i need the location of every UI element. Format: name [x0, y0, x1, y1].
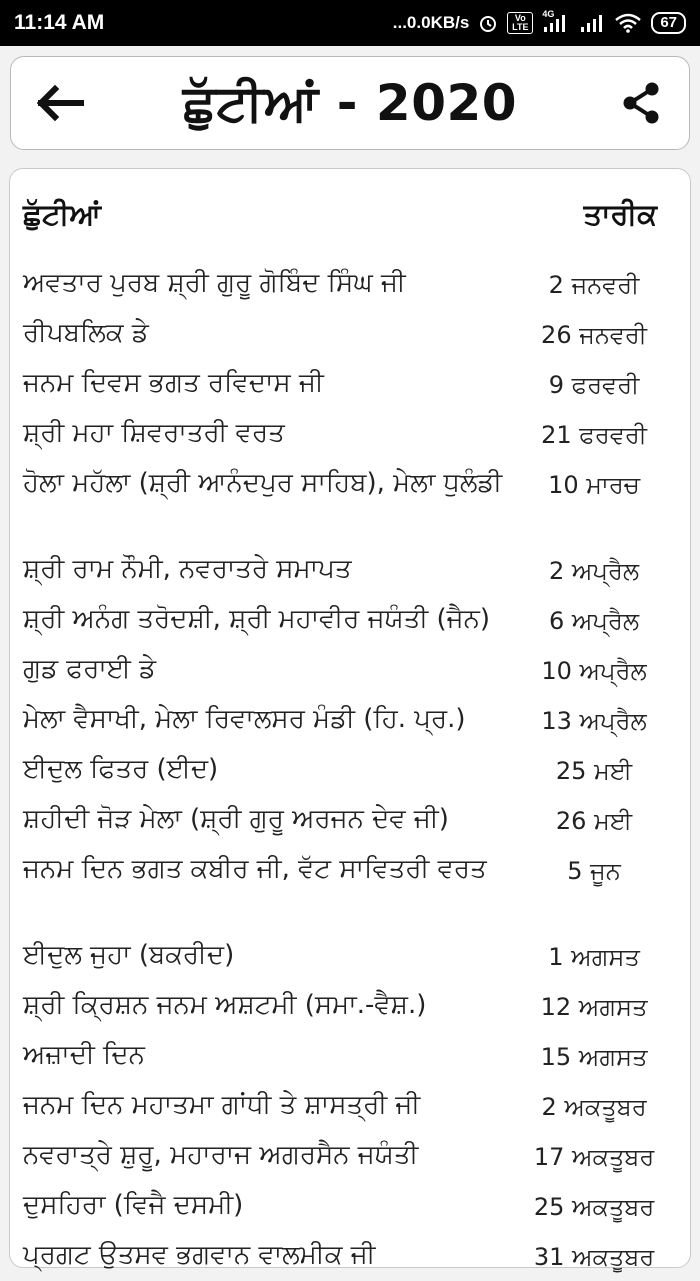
table-row — [23, 745, 677, 795]
holiday-name: ਈਦੁਲ ਫਿਤਰ (ਈਦ) — [23, 754, 219, 784]
holiday-date: 10 ਮਾਰਚ — [548, 471, 640, 499]
network-speed: ...0.0KB/s — [392, 13, 470, 32]
holiday-date: 1 ਅਗਸਤ — [548, 943, 640, 971]
holiday-date: 10 ਅਪ੍ਰੈਲ — [541, 657, 647, 685]
signal-icon — [579, 13, 605, 33]
holiday-name: ਜਨਮ ਦਿਨ ਮਹਾਤਮਾ ਗਾਂਧੀ ਤੇ ਸ਼ਾਸਤ੍ਰੀ ਜੀ — [23, 1090, 421, 1120]
holiday-name: ਜਨਮ ਦਿਵਸ ਭਗਤ ਰਵਿਦਾਸ ਜੀ — [23, 368, 324, 398]
table-row — [23, 545, 677, 595]
holiday-name: ਦੁਸਹਿਰਾ (ਵਿਜੈ ਦਸਮੀ) — [23, 1190, 244, 1220]
wifi-icon — [614, 13, 642, 33]
holiday-date: 6 ਅਪ੍ਰੈਲ — [548, 607, 640, 635]
holiday-date: 17 ਅਕਤੂਬਰ — [533, 1143, 655, 1171]
signal-4g-icon — [542, 9, 570, 33]
column-header-holiday: ਛੁੱਟੀਆਂ — [23, 196, 101, 231]
holiday-name: ਨਵਰਾਤ੍ਰੇ ਸ਼ੁਰੂ, ਮਹਾਰਾਜ ਅਗਰਸੈਨ ਜਯੰਤੀ — [23, 1140, 419, 1170]
holidays-card — [9, 168, 691, 1271]
table-row — [23, 1231, 677, 1281]
column-header-date: ਤਾਰੀਕ — [583, 196, 657, 231]
back-button[interactable] — [31, 75, 87, 131]
table-row — [23, 981, 677, 1031]
status-time: 11:14 AM — [14, 11, 105, 34]
table-row — [23, 409, 677, 459]
holiday-name: ਸ਼੍ਰੀ ਮਹਾ ਸ਼ਿਵਰਾਤਰੀ ਵਰਤ — [23, 418, 285, 448]
holiday-name: ਈਦੁਲ ਜੁਹਾ (ਬਕਰੀਦ) — [23, 940, 235, 970]
table-row — [23, 1031, 677, 1081]
holiday-date: 26 ਮਈ — [555, 807, 633, 835]
table-row — [23, 1081, 677, 1131]
holiday-name: ਸ਼੍ਰੀ ਰਾਮ ਨੌਮੀ, ਨਵਰਾਤਰੇ ਸਮਾਪਤ — [23, 554, 352, 584]
status-bar — [0, 0, 700, 46]
holiday-date: 26 ਜਨਵਰੀ — [541, 321, 648, 349]
table-row — [23, 795, 677, 845]
status-icons — [392, 9, 686, 34]
network-type: 4G — [542, 9, 555, 19]
table-row — [23, 695, 677, 745]
holiday-date: 31 ਅਕਤੂਬਰ — [533, 1243, 655, 1271]
holiday-list — [10, 259, 690, 1281]
alarm-icon — [478, 13, 498, 33]
holiday-name: ਹੋਲਾ ਮਹੱਲਾ (ਸ਼੍ਰੀ ਆਨੰਦਪੁਰ ਸਾਹਿਬ), ਮੇਲਾ ਧੁਲੰਡੀ — [23, 468, 503, 498]
table-row — [23, 645, 677, 695]
table-header — [10, 169, 690, 259]
holiday-name: ਗੁਡ ਫਰਾਈ ਡੇ — [23, 654, 157, 684]
holiday-name: ਰੀਪਬਲਿਕ ਡੇ — [23, 318, 149, 348]
holiday-date: 9 ਫਰਵਰੀ — [548, 371, 640, 399]
holiday-name: ਅਵਤਾਰ ਪੁਰਬ ਸ਼੍ਰੀ ਗੁਰੂ ਗੋਬਿੰਦ ਸਿੰਘ ਜੀ — [23, 268, 406, 298]
holiday-date: 13 ਅਪ੍ਰੈਲ — [541, 707, 647, 735]
holiday-date: 2 ਅਕਤੂਬਰ — [541, 1093, 647, 1121]
holiday-date: 5 ਜੂਨ — [567, 857, 621, 885]
holiday-name: ਮੇਲਾ ਵੈਸਾਖੀ, ਮੇਲਾ ਰਿਵਾਲਸਰ ਮੰਡੀ (ਹਿ. ਪ੍ਰ.) — [23, 704, 466, 734]
table-row — [23, 1131, 677, 1181]
app-header — [10, 56, 690, 150]
share-button[interactable] — [613, 75, 669, 131]
holiday-date: 21 ਫਰਵਰੀ — [541, 421, 647, 449]
table-row — [23, 845, 677, 931]
holiday-date: 2 ਜਨਵਰੀ — [548, 271, 640, 299]
table-row — [23, 259, 677, 309]
holiday-date: 15 ਅਗਸਤ — [540, 1043, 648, 1071]
holiday-date: 25 ਮਈ — [555, 757, 633, 785]
holiday-date: 2 ਅਪ੍ਰੈਲ — [548, 557, 640, 585]
table-row — [23, 595, 677, 645]
holiday-date: 25 ਅਕਤੂਬਰ — [533, 1193, 655, 1221]
holiday-name: ਪ੍ਰਗਟ ਉਤਸਵ ਭਗਵਾਨ ਵਾਲਮੀਕ ਜੀ — [23, 1240, 376, 1270]
holiday-name: ਜਨਮ ਦਿਨ ਭਗਤ ਕਬੀਰ ਜੀ, ਵੱਟ ਸਾਵਿਤਰੀ ਵਰਤ — [23, 854, 487, 884]
holiday-name: ਸ਼੍ਰੀ ਕ੍ਰਿਸ਼ਨ ਜਨਮ ਅਸ਼ਟਮੀ (ਸਮਾ.-ਵੈਸ਼.) — [23, 990, 427, 1020]
page-title: ਛੁੱਟੀਆਂ - 2020 — [182, 73, 518, 132]
table-row — [23, 359, 677, 409]
holiday-date: 12 ਅਗਸਤ — [540, 993, 648, 1021]
holiday-name: ਅਜ਼ਾਦੀ ਦਿਨ — [23, 1040, 145, 1070]
battery-indicator: 67 — [651, 12, 686, 34]
arrow-left-icon — [33, 83, 85, 123]
holiday-name: ਸ਼੍ਰੀ ਅਨੰਗ ਤਰੋਦਸ਼ੀ, ਸ਼੍ਰੀ ਮਹਾਵੀਰ ਜਯੰਤੀ (ਜੈਨ) — [23, 604, 490, 634]
table-row — [23, 1181, 677, 1231]
table-row — [23, 459, 677, 545]
holiday-name: ਸ਼ਹੀਦੀ ਜੋੜ ਮੇਲਾ (ਸ਼੍ਰੀ ਗੁਰੂ ਅਰਜਨ ਦੇਵ ਜੀ) — [23, 804, 449, 834]
volte-icon: Vo LTE — [507, 12, 533, 34]
table-row — [23, 309, 677, 359]
table-row — [23, 931, 677, 981]
share-icon — [620, 81, 662, 125]
